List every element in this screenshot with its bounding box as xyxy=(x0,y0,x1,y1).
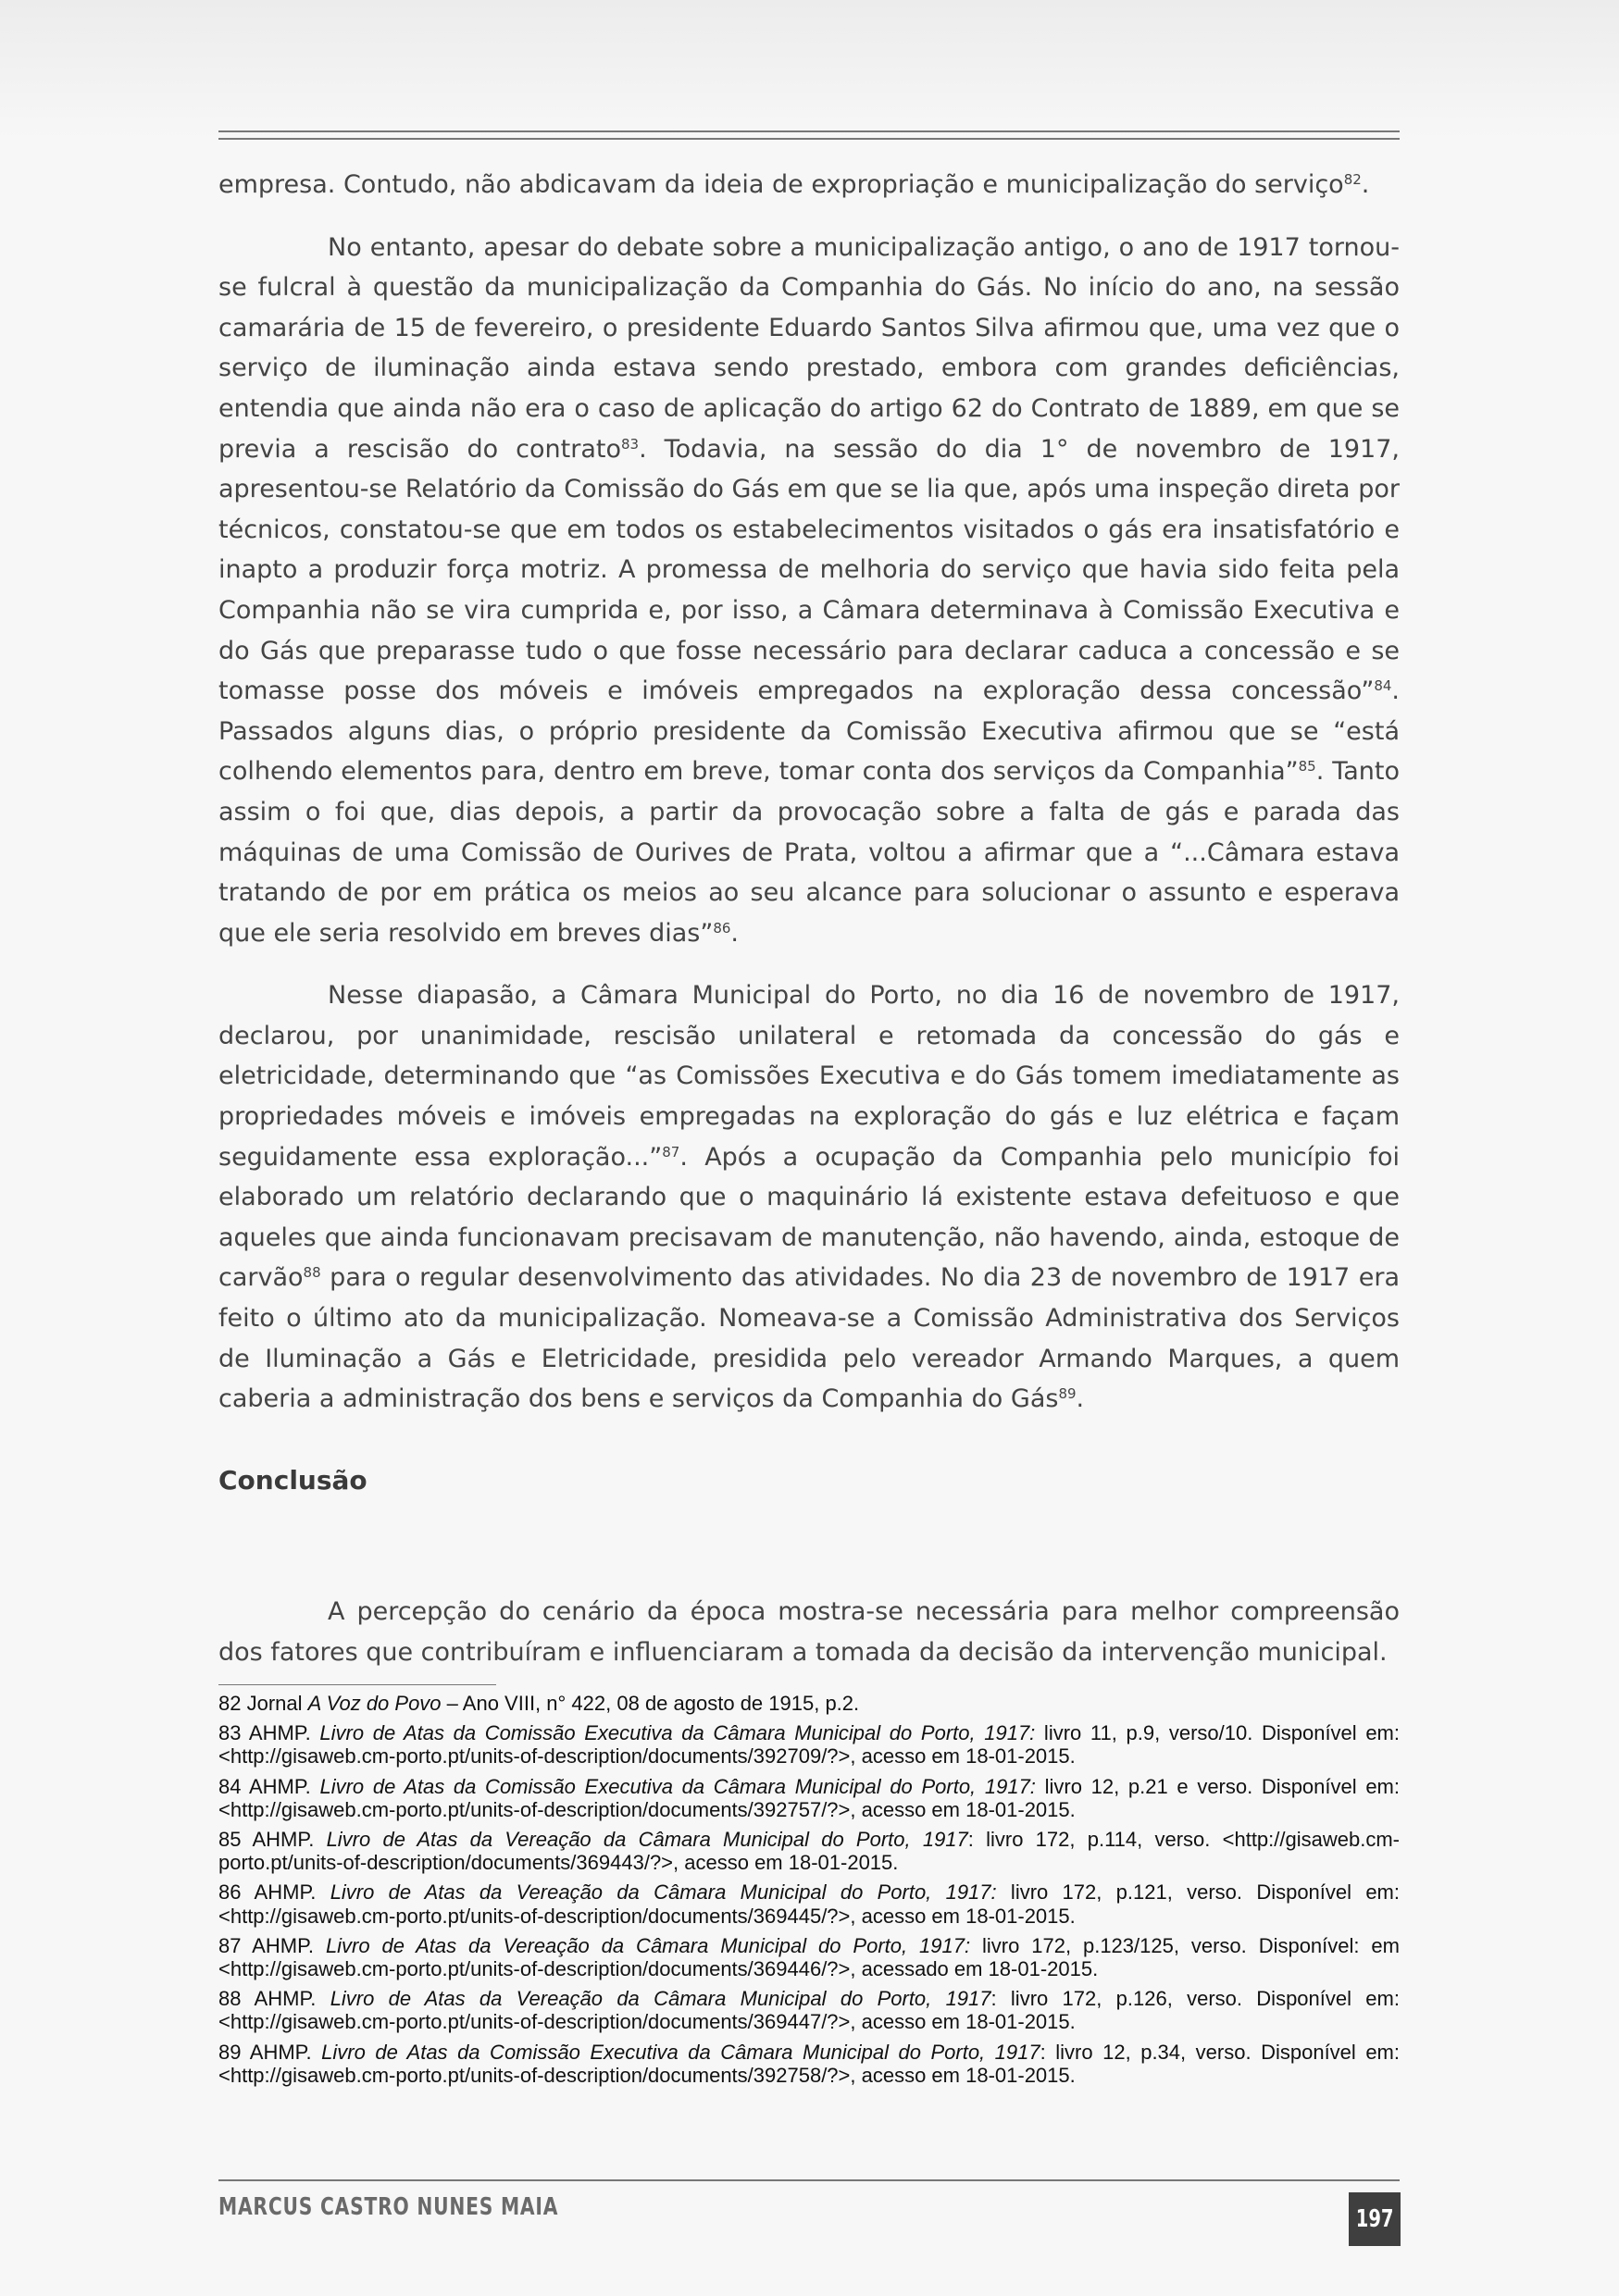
section-heading: Conclusão xyxy=(218,1465,367,1496)
footnote-85 xyxy=(218,1828,1400,1874)
paragraph-1-end: . xyxy=(1361,170,1370,199)
page-number-badge xyxy=(1349,2192,1401,2246)
footnote-detail: livro 12, p.21 e verso. Disponível em: <http://gisaweb.cm-porto.pt/units-of-description/documents/392757/?>, acesso em 18-01-2015. xyxy=(218,1774,1400,1821)
footnote-detail: livro 172, p.123/125, verso. Disponível: em <http://gisaweb.cm-porto.pt/units-of-description/documents/369446/?>, acessado em 18-01-2015. xyxy=(218,1933,1400,1981)
header-rule xyxy=(218,130,1400,140)
footnote-source: AHMP. xyxy=(241,1933,326,1957)
footnote-number: 87 xyxy=(218,1933,242,1957)
footnote-detail: : livro 12, p.34, verso. Disponível em: <http://gisaweb.cm-porto.pt/units-of-description/documents/392758/?>, acesso em 18-01-2015. xyxy=(218,2040,1400,2087)
footnote-number: 84 xyxy=(218,1774,242,1798)
footnote-ref-83[interactable]: 83 xyxy=(621,435,640,453)
footnote-detail: : livro 172, p.126, verso. Disponível em: <http://gisaweb.cm-porto.pt/units-of-description/documents/369447/?>, acesso em 18-01-2015. xyxy=(218,1987,1400,2034)
footnote-title: Livro de Atas da Vereação da Câmara Municipal do Porto, 1917 xyxy=(330,1987,991,2011)
conclusion-text xyxy=(218,1592,1400,1672)
paragraph-3-text-b: . Após a ocupação da Companhia pelo município foi elaborado um relatório declarando que o maquinário lá existente estava defeituoso e que aqueles que ainda funcionavam precisavam de manutenção, não havendo, ainda, estoque de carvão xyxy=(218,1142,1400,1293)
footer-rule xyxy=(218,2179,1400,2181)
footnote-source: AHMP. xyxy=(241,1880,330,1905)
footnote-87 xyxy=(218,1934,1400,1980)
footnote-detail: : livro 172, p.114, verso. <http://gisaweb.cm-porto.pt/units-of-description/documents/369443/?>, acesso em 18-01-2015. xyxy=(218,1828,1400,1875)
page-number: 197 xyxy=(1355,2205,1394,2233)
conclusion-paragraph: A percepção do cenário da época mostra-se necessária para melhor compreensão dos fatores que contribuíram e influenciaram a tomada da decisão da intervenção municipal. xyxy=(218,1597,1400,1667)
footnote-84 xyxy=(218,1775,1400,1821)
paragraph-1 xyxy=(218,165,1400,205)
paragraph-2-text-c: . Passados alguns dias, o próprio presidente da Comissão Executiva afirmou que se “está colhendo elementos para, dentro em breve, tomar conta dos serviços da Companhia” xyxy=(218,676,1400,787)
footnote-number: 89 xyxy=(218,2040,242,2064)
paragraph-1-text: empresa. Contudo, não abdicavam da ideia de expropriação e municipalização do serviço xyxy=(218,170,1344,199)
footnote-number: 82 xyxy=(218,1692,242,1715)
footnote-detail: livro 11, p.9, verso/10. Disponível em: <http://gisaweb.cm-porto.pt/units-of-description/documents/392709/?>, acesso em 18-01-2015. xyxy=(218,1721,1400,1769)
footnote-source: AHMP. xyxy=(241,2040,322,2064)
footnote-ref-88[interactable]: 88 xyxy=(303,1264,321,1282)
paragraph-2-end: . xyxy=(730,918,740,948)
footnote-source: Jornal xyxy=(241,1692,308,1715)
paragraph-3 xyxy=(218,975,1400,1420)
footnote-89 xyxy=(218,2041,1400,2087)
footnote-86 xyxy=(218,1880,1400,1927)
footnote-source: AHMP. xyxy=(241,1987,330,2011)
paragraph-3-text-a: Nesse diapasão, a Câmara Municipal do Porto, no dia 16 de novembro de 1917, declarou, por unanimidade, rescisão unilateral e retomada da concessão do gás e eletricidade, determinando que “as Comissões Executiva e do Gás tomem imediatamente as propriedades móveis e imóveis empregadas na exploração do gás e luz elétrica e façam seguidamente essa exploração...” xyxy=(218,981,1400,1172)
footnote-title: Livro de Atas da Comissão Executiva da Câmara Municipal do Porto, 1917 xyxy=(321,2040,1040,2064)
paragraph-2-text-a: No entanto, apesar do debate sobre a municipalização antigo, o ano de 1917 tornou-se fulcral à questão da municipalização da Companhia do Gás. No início do ano, na sessão camarária de 15 de fevereiro, o presidente Eduardo Santos Silva afirmou que, uma vez que o serviço de iluminação ainda estava sendo prestado, embora com grandes deficiências, entendia que ainda não era o caso de aplicação do artigo 62 do Contrato de 1889, em que se previa a rescisão do contrato xyxy=(218,232,1400,464)
footnote-83 xyxy=(218,1721,1400,1768)
footnote-82 xyxy=(218,1692,1400,1715)
paragraph-2-text-d: . Tanto assim o foi que, dias depois, a partir da provocação sobre a falta de gás e parada das máquinas de uma Comissão de Ourives de Prata, voltou a afirmar que a “...Câmara estava tratando de por em prática os meios ao seu alcance para solucionar o assunto e esperava que ele seria resolvido em breves dias” xyxy=(218,757,1401,948)
paragraph-2 xyxy=(218,228,1400,954)
footnote-ref-89[interactable]: 89 xyxy=(1058,1385,1077,1403)
footnote-title: Livro de Atas da Comissão Executiva da Câmara Municipal do Porto, 1917: xyxy=(319,1774,1036,1798)
footnotes xyxy=(218,1692,1400,2093)
main-text xyxy=(218,165,1400,1442)
footnote-title: Livro de Atas da Comissão Executiva da Câmara Municipal do Porto, 1917: xyxy=(319,1721,1036,1745)
paragraph-2-text-b: . Todavia, na sessão do dia 1° de novembro de 1917, apresentou-se Relatório da Comissão do Gás em que se lia que, após uma inspeção direta por técnicos, constatou-se que em todos os estabelecimentos visitados o gás era insatisfatório e inapto a produzir força motriz. A promessa de melhoria do serviço que havia sido feita pela Companhia não se vira cumprida e, por isso, a Câmara determinava à Comissão Executiva e do Gás que preparasse tudo o que fosse necessário para declarar caduca a concessão e se tomasse posse dos móveis e imóveis empregados na exploração dessa concessão” xyxy=(218,434,1400,706)
footnote-ref-85[interactable]: 85 xyxy=(1298,758,1316,776)
footnote-number: 88 xyxy=(218,1987,242,2011)
footnote-ref-86[interactable]: 86 xyxy=(713,919,731,937)
footnote-number: 85 xyxy=(218,1828,242,1852)
footnote-number: 83 xyxy=(218,1721,242,1745)
footnote-title: Livro de Atas da Vereação da Câmara Municipal do Porto, 1917: xyxy=(325,1933,971,1957)
footnote-source: AHMP. xyxy=(241,1774,320,1798)
footnote-ref-84[interactable]: 84 xyxy=(1374,677,1392,695)
paragraph-3-end: . xyxy=(1076,1384,1085,1414)
footnote-source: AHMP. xyxy=(241,1721,320,1745)
footnote-ref-87[interactable]: 87 xyxy=(662,1143,680,1160)
footnote-source: AHMP. xyxy=(241,1828,327,1852)
footnote-detail: – Ano VIII, n° 422, 08 de agosto de 1915, p.2. xyxy=(441,1692,860,1715)
footnote-detail: livro 172, p.121, verso. Disponível em: <http://gisaweb.cm-porto.pt/units-of-description/documents/369445/?>, acesso em 18-01-2015. xyxy=(218,1880,1400,1928)
footnote-title: A Voz do Povo xyxy=(307,1692,442,1715)
footnote-number: 86 xyxy=(218,1880,242,1905)
footnote-88 xyxy=(218,1987,1400,2033)
footnote-title: Livro de Atas da Vereação da Câmara Municipal do Porto, 1917 xyxy=(326,1828,968,1852)
footnote-title: Livro de Atas da Vereação da Câmara Municipal do Porto, 1917: xyxy=(330,1880,997,1905)
footnote-separator xyxy=(218,1684,496,1685)
author-name: MARCUS CASTRO NUNES MAIA xyxy=(218,2193,559,2221)
footnote-ref-82[interactable]: 82 xyxy=(1343,171,1362,188)
paragraph-3-text-c: para o regular desenvolvimento das atividades. No dia 23 de novembro de 1917 era feito o último ato da municipalização. Nomeava-se a Comissão Administrativa dos Serviços de Iluminação a Gás e Eletricidade, presidida pelo vereador Armando Marques, a quem caberia a administração dos bens e serviços da Companhia do Gás xyxy=(218,1263,1400,1414)
